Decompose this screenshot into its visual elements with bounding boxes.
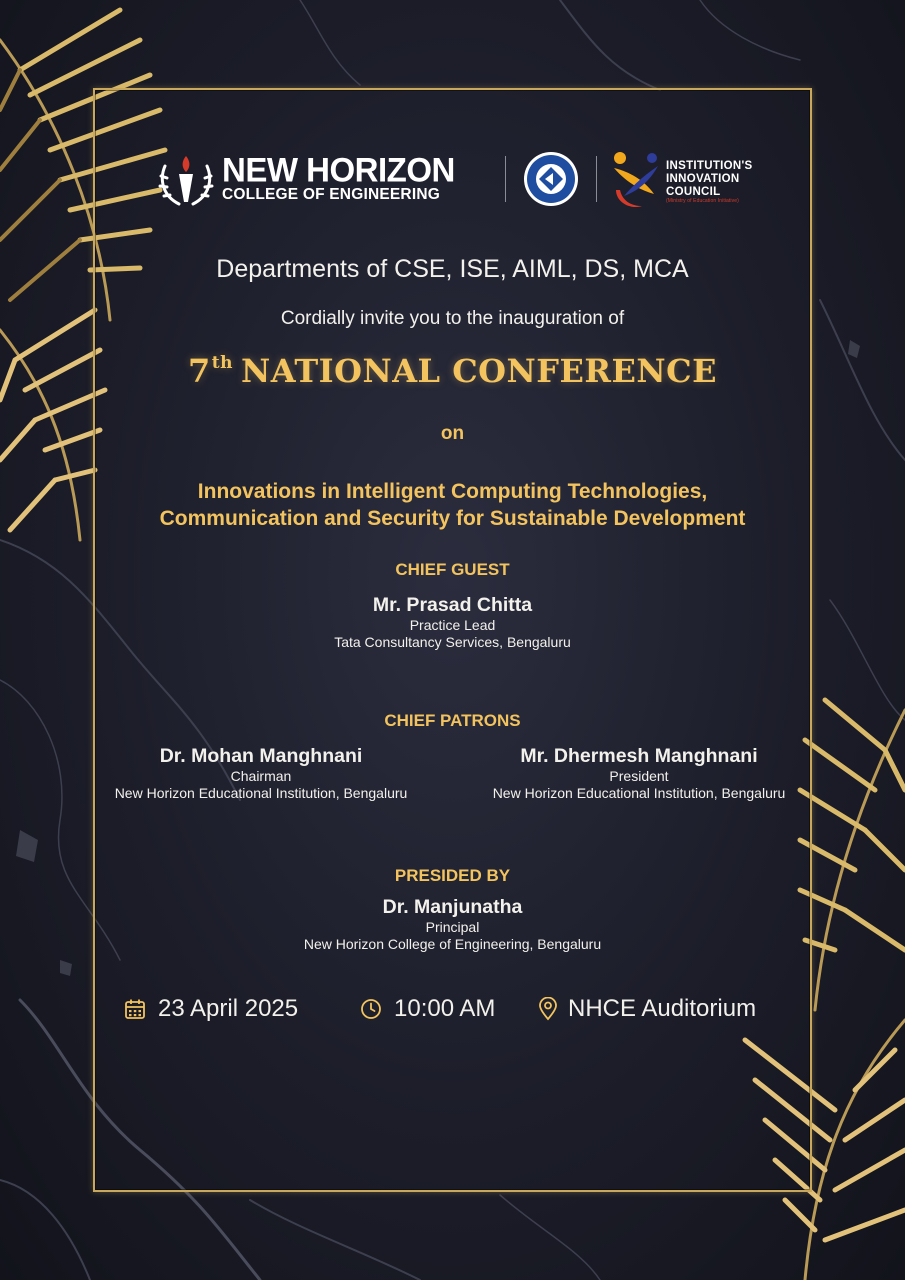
event-venue: NHCE Auditorium: [538, 992, 756, 1026]
conference-title: [0, 352, 905, 390]
chief-guest-org: Tata Consultancy Services, Bengaluru: [334, 634, 571, 650]
conference-name: NATIONAL CONFERENCE: [240, 352, 717, 390]
chief-patrons-heading: CHIEF PATRONS: [384, 711, 521, 730]
clock-icon: [360, 998, 382, 1020]
patron-role: Chairman: [230, 768, 292, 784]
csi-logo-icon: [522, 150, 580, 208]
iic-subtitle: (Ministry of Education Initiative): [666, 198, 739, 204]
patron-name: Dr. Mohan Manghnani: [159, 745, 363, 767]
chief-patron-2: [459, 745, 819, 802]
patron-org: New Horizon Educational Institution, Bengaluru: [114, 785, 408, 801]
presided-by-name: Dr. Manjunatha: [382, 896, 523, 918]
conference-number: 7: [188, 352, 211, 390]
event-date: 23 April 2025: [124, 992, 298, 1026]
departments-line: Departments of CSE, ISE, AIML, DS, MCA: [216, 255, 689, 283]
chief-patron-1: [81, 745, 441, 802]
calendar-icon: [124, 998, 146, 1020]
chief-guest-role: Practice Lead: [409, 617, 496, 633]
chief-guest-heading: CHIEF GUEST: [395, 560, 510, 579]
location-pin-icon: [538, 997, 558, 1021]
iic-name: INSTITUTION'S INNOVATION COUNCIL: [666, 160, 753, 198]
on-label: on: [440, 423, 465, 444]
iic-logo-icon: [610, 150, 662, 210]
patron-role: President: [609, 768, 669, 784]
conference-ordinal: th: [211, 353, 233, 373]
presided-by-heading: PRESIDED BY: [394, 866, 511, 885]
invite-line: Cordially invite you to the inauguration of: [280, 308, 625, 329]
conference-theme: Innovations in Intelligent Computing Technologies, Communication and Security for Sustainable Development: [159, 480, 746, 530]
college-subtitle: COLLEGE OF ENGINEERING: [222, 186, 440, 203]
logo-separator: [505, 156, 506, 202]
presided-by-org: New Horizon College of Engineering, Bengaluru: [303, 936, 602, 952]
chief-guest-name: Mr. Prasad Chitta: [372, 594, 533, 616]
college-emblem-icon: [155, 152, 217, 208]
college-name: NEW HORIZON: [222, 150, 455, 189]
presided-by-role: Principal: [425, 919, 480, 935]
logo-separator: [596, 156, 597, 202]
logo-row: [150, 148, 760, 212]
patron-name: Mr. Dhermesh Manghnani: [520, 745, 758, 767]
event-time: 10:00 AM: [360, 992, 495, 1026]
patron-org: New Horizon Educational Institution, Bengaluru: [492, 785, 786, 801]
